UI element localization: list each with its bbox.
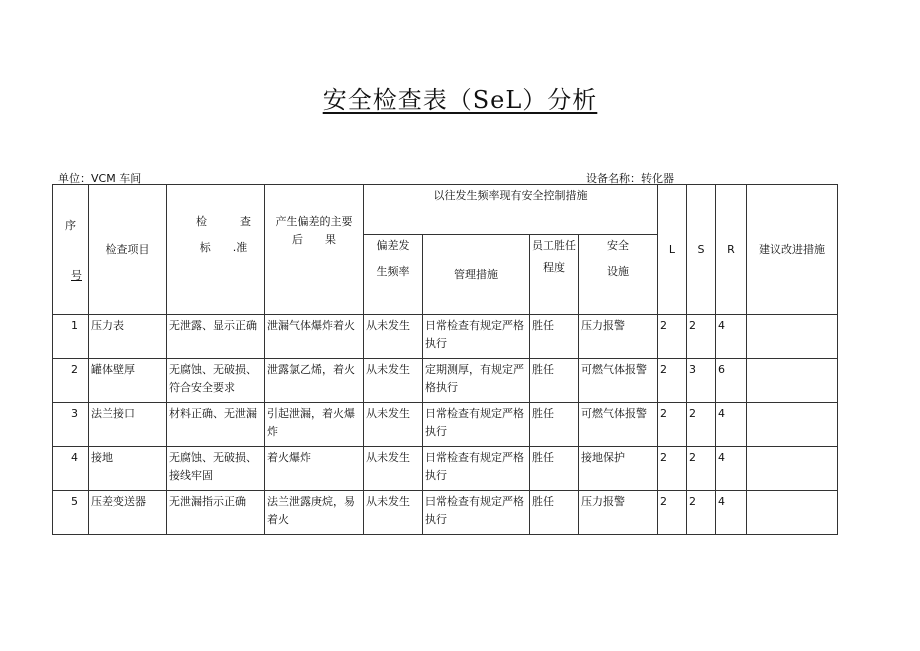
- row-competence: 胜任: [530, 447, 579, 491]
- row-no: 4: [53, 447, 89, 491]
- row-r: 4: [716, 315, 747, 359]
- row-item: 压力表: [89, 315, 167, 359]
- row-freq: 从未发生: [364, 403, 423, 447]
- row-item: 罐体壁厚: [89, 359, 167, 403]
- row-r: 4: [716, 447, 747, 491]
- row-management: 曰常检查有规定严格执行: [423, 491, 530, 535]
- row-standard: 无泄露、显示正确: [167, 315, 265, 359]
- row-l: 2: [658, 359, 687, 403]
- row-management: 日常检查有规定严格执行: [423, 315, 530, 359]
- standard-header-line1: 检 查: [196, 215, 251, 228]
- l-header: L: [658, 185, 687, 315]
- row-freq: 从未发生: [364, 447, 423, 491]
- row-competence: 胜任: [530, 359, 579, 403]
- row-standard: 无泄漏指示正确: [167, 491, 265, 535]
- facility-header: [579, 235, 658, 315]
- competence-header: [530, 235, 579, 315]
- consequence-header-line2: 后 果: [292, 233, 336, 246]
- seq-header-top: 序: [65, 219, 76, 232]
- row-r: 4: [716, 403, 747, 447]
- row-suggest: [747, 491, 838, 535]
- row-s: 2: [687, 403, 716, 447]
- suggest-header: 建议改进措施: [747, 185, 838, 315]
- row-freq: 从未发生: [364, 491, 423, 535]
- row-item: 压差变送器: [89, 491, 167, 535]
- table-row: [53, 491, 838, 535]
- competence-header-line1: 员工胜任: [532, 239, 576, 252]
- row-competence: 胜任: [530, 491, 579, 535]
- row-s: 2: [687, 491, 716, 535]
- freq-header-line2: 生频率: [376, 265, 410, 278]
- page-title: 安全检查表（SeL）分析: [322, 86, 598, 114]
- row-freq: 从未发生: [364, 315, 423, 359]
- row-management: 定期测厚，有规定严格执行: [423, 359, 530, 403]
- row-s: 2: [687, 447, 716, 491]
- row-competence: 胜任: [530, 403, 579, 447]
- s-header: S: [687, 185, 716, 315]
- consequence-header-line1: 产生偏差的主要: [275, 215, 353, 228]
- row-management: 日常检查有规定严格执行: [423, 447, 530, 491]
- row-no: 2: [53, 359, 89, 403]
- equipment-name-label: 设备名称：转化器: [586, 172, 674, 185]
- safety-checklist-table: [52, 184, 838, 535]
- management-header: 管理措施: [423, 235, 530, 315]
- row-no: 5: [53, 491, 89, 535]
- row-suggest: [747, 315, 838, 359]
- consequence-header: [265, 185, 364, 315]
- row-l: 2: [658, 315, 687, 359]
- row-consequence: 着火爆炸: [265, 447, 364, 491]
- row-no: 3: [53, 403, 89, 447]
- r-header: R: [716, 185, 747, 315]
- row-l: 2: [658, 403, 687, 447]
- row-l: 2: [658, 491, 687, 535]
- row-s: 2: [687, 315, 716, 359]
- row-freq: 从未发生: [364, 359, 423, 403]
- row-suggest: [747, 359, 838, 403]
- row-standard: 无腐蚀、无破损、接线牢固: [167, 447, 265, 491]
- standard-header: [167, 185, 265, 315]
- table-row: [53, 403, 838, 447]
- seq-header-bottom: 号: [71, 269, 82, 282]
- competence-header-line2: 程度: [543, 261, 565, 274]
- facility-header-line2: 设施: [607, 265, 629, 278]
- row-facility: 接地保护: [579, 447, 658, 491]
- row-r: 4: [716, 491, 747, 535]
- row-consequence: 泄漏气体爆炸着火: [265, 315, 364, 359]
- row-r: 6: [716, 359, 747, 403]
- row-no: 1: [53, 315, 89, 359]
- row-l: 2: [658, 447, 687, 491]
- seq-header: [53, 185, 89, 315]
- row-suggest: [747, 403, 838, 447]
- table-row: [53, 447, 838, 491]
- row-standard: 无腐蚀、无破损、符合安全要求: [167, 359, 265, 403]
- row-suggest: [747, 447, 838, 491]
- row-standard: 材料正确、无泄漏: [167, 403, 265, 447]
- row-management: 日常检查有规定严格执行: [423, 403, 530, 447]
- unit-label: 单位：VCM 车间: [58, 172, 142, 185]
- row-item: 法兰接口: [89, 403, 167, 447]
- item-header: 检查项目: [89, 185, 167, 315]
- row-facility: 压力报警: [579, 315, 658, 359]
- row-s: 3: [687, 359, 716, 403]
- header-row-top: [53, 185, 838, 235]
- table-row: [53, 359, 838, 403]
- row-item: 接地: [89, 447, 167, 491]
- standard-header-line2: 标 .准: [199, 241, 248, 254]
- row-consequence: 引起泄漏，着火爆炸: [265, 403, 364, 447]
- row-facility: 压力报警: [579, 491, 658, 535]
- freq-header-line1: 偏差发: [376, 239, 410, 252]
- table-row: [53, 315, 838, 359]
- history-group-header: 以往发生频率现有安全控制措施: [364, 185, 658, 235]
- row-competence: 胜任: [530, 315, 579, 359]
- row-facility: 可燃气体报警: [579, 403, 658, 447]
- facility-header-line1: 安全: [607, 239, 629, 252]
- row-consequence: 泄露氯乙烯，着火: [265, 359, 364, 403]
- row-facility: 可燃气体报警: [579, 359, 658, 403]
- row-consequence: 法兰泄露庚烷，易着火: [265, 491, 364, 535]
- freq-header: [364, 235, 423, 315]
